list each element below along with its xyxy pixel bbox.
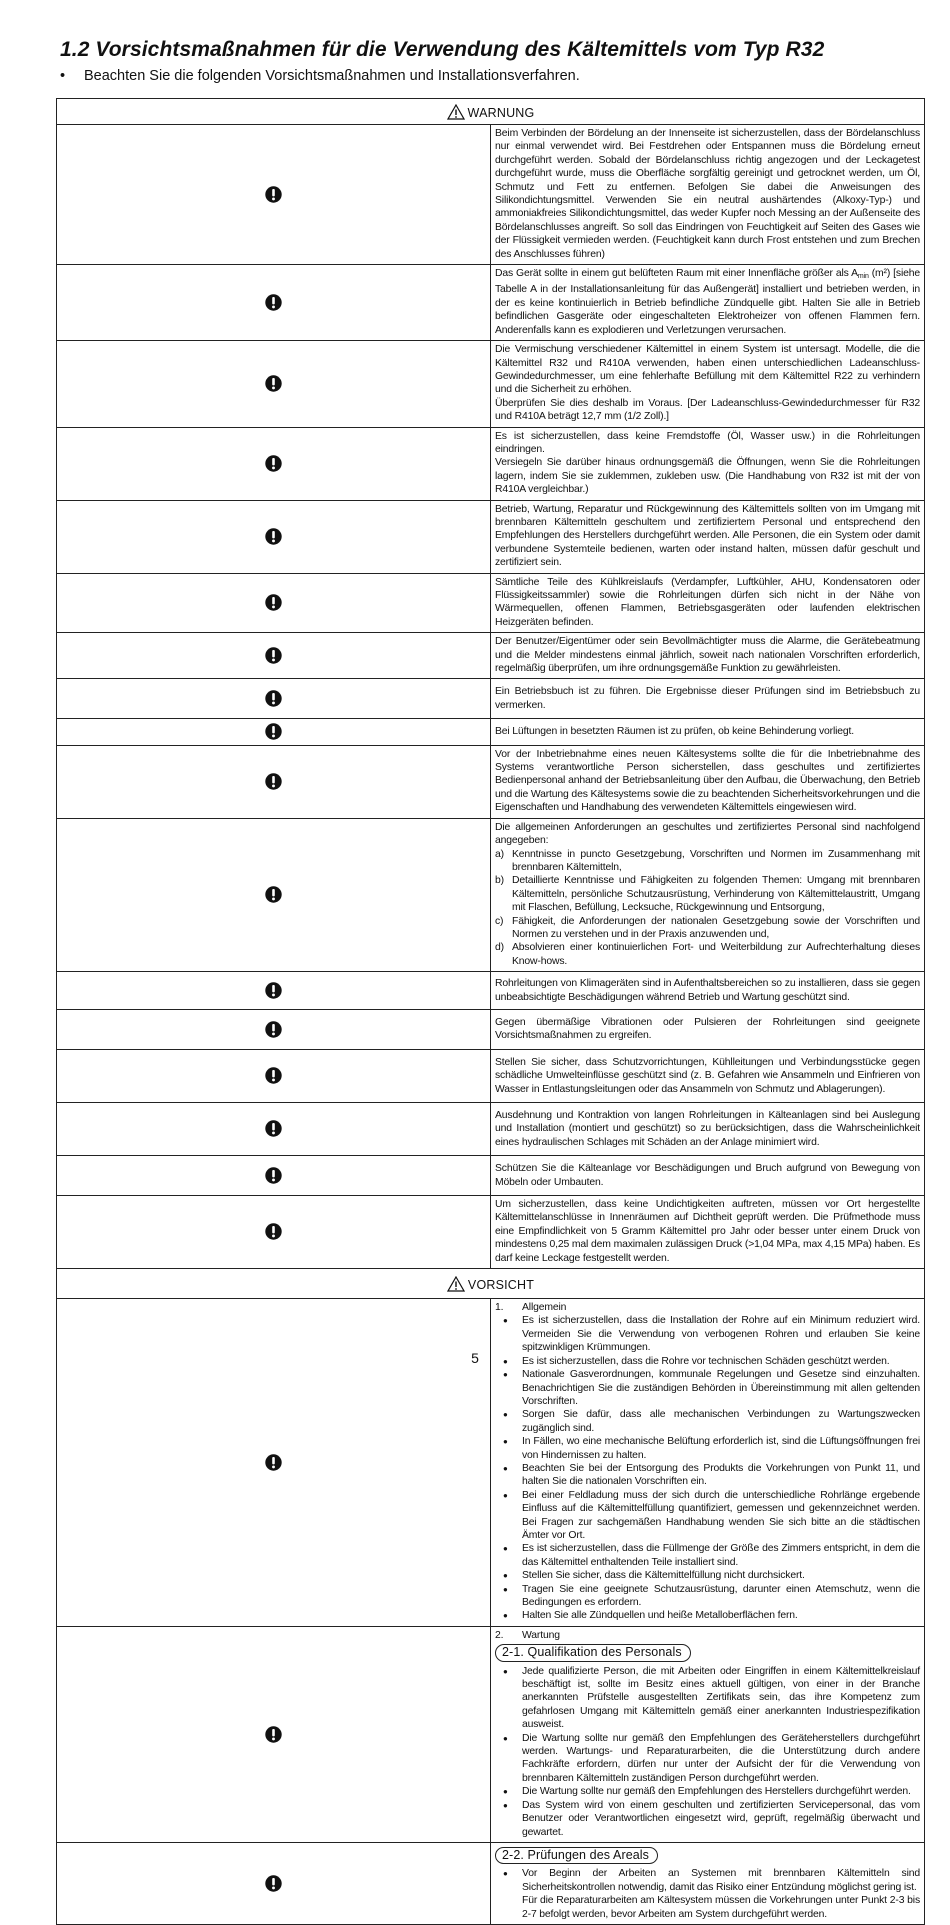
warning-text: Es ist sicherzustellen, dass keine Fremdstoffe (Öl, Wasser usw.) in die Rohrleitungen eindringen. Versiegeln Sie darüber hinaus ordnungsgemäß die Öffnungen, wenn Sie die Rohrleitungen lagern, indem Sie sie zuklemmen, zukleben usw. (Die Handhabung von R32 ist mit der von R410A vergleichbar.) bbox=[491, 427, 925, 500]
warning-icon-cell bbox=[57, 818, 491, 971]
intro-text: Beachten Sie die folgenden Vorsichtsmaßnahmen und Installationsverfahren. bbox=[84, 68, 580, 84]
exclamation-icon bbox=[265, 1223, 282, 1240]
list-item: ● Beachten Sie bei der Entsorgung des Produkts die Vorkehrungen von Punkt 11, und halten Sie die nationalen Vorschriften ein. bbox=[495, 1462, 920, 1489]
warning-icon-cell bbox=[57, 1156, 491, 1196]
exclamation-icon bbox=[265, 982, 282, 999]
requirements-text: Die allgemeinen Anforderungen an geschultes und zertifiziertes Personal sind nachfolgend angegeben: a) Kenntnisse in puncto Gesetzgebung, Vorschriften und Normen im Zusammenhang mit brennbaren Kältemitteln, b) Detaillierte Kenntnisse und Fähigkeiten zu folgenden Themen: Umgang mit brennbaren Kältemitteln, persönliche Schutzausrüstung, Verhinderung von Kältemittelaustritt, Umgang mit Flaschen, Befüllung, Lecksuche, Rückgewinnung und Entsorgung, c) Fähigkeit, die Anforderungen der nationalen Gesetzgebung sowie der Vorschriften und Normen zu verstehen und in der Praxis anzuwenden und, d) Absolvieren einer kontinuierlichen Fort- und Weiterbildung zur Aufrechterhaltung dieses Know-hows. bbox=[491, 818, 925, 971]
caution-maintenance-row bbox=[57, 1626, 925, 1842]
warning-text: Bei Lüftungen in besetzten Räumen ist zu prüfen, ob keine Behinderung vorliegt. bbox=[491, 719, 925, 745]
caution-header bbox=[57, 1269, 925, 1299]
caution-area-row bbox=[57, 1842, 925, 1924]
list-item: ● Halten Sie alle Zündquellen und heiße Metalloberflächen fern. bbox=[495, 1609, 920, 1622]
exclamation-icon bbox=[265, 1167, 282, 1184]
warning-icon-cell bbox=[57, 679, 491, 719]
exclamation-icon bbox=[265, 1875, 282, 1892]
warning-text: Gegen übermäßige Vibrationen oder Pulsieren der Rohrleitungen sind geeignete Vorsichtsmaßnahmen zu ergreifen. bbox=[491, 1009, 925, 1049]
exclamation-icon bbox=[265, 594, 282, 611]
warning-row bbox=[57, 719, 925, 745]
warning-text: Vor der Inbetriebnahme eines neuen Kältesystems sollte die für die Inbetriebnahme des Systems verantwortliche Person sicherstellen, dass geschultes und zertifiziertes Bedienpersonal anhand der Betriebsanleitung über den Aufbau, die Überwachung, den Betrieb und die Wartung des Kältesystems sowie die zu beachtenden Sicherheitsvorkehrungen und die Eigenschaften und Handhabung des verwendeten Kältemittels eingewiesen wird. bbox=[491, 745, 925, 818]
warning-icon-cell bbox=[57, 265, 491, 341]
exclamation-icon bbox=[265, 1454, 282, 1471]
warning-row bbox=[57, 972, 925, 1010]
caution-general-text: 1. Allgemein ● Es ist sicherzustellen, dass die Installation der Rohre auf ein Minimum reduziert wird. Vermeiden Sie die Verwendung von verbogenen Rohren und erlauben Sie keine spitzwinkligen Krümmungen. ● Es ist sicherzustellen, dass die Rohre vor technischen Schäden geschützt werden. ● Nationale Gasverordnungen, kommunale Regelungen und Gesetze sind einzuhalten. Benachrichtigen Sie die zuständigen Behörden in Übereinstimmung mit allen geltenden Vorschriften. ● Sorgen Sie dafür, dass alle mechanischen Verbindungen zu Wartungszwecken zugänglich sind. ● In Fällen, wo eine mechanische Belüftung erforderlich ist, sind die Lüftungsöffnungen frei von Hindernissen zu halten. ● Beachten Sie bei der Entsorgung des Produkts die Vorkehrungen von Punkt 11, und halten Sie die nationalen Vorschriften ein. ● Bei einer Feldladung muss der sich durch die unterschiedliche Rohrlänge ergebende Einfluss auf die Kältemittelfüllung quantifiziert, gemessen und gekennzeichnet werden. Bei Fragen zur sachgemäßen Handhabung wenden Sie sich bitte an die städtischen Ämter vor Ort. ● Es ist sicherzustellen, dass die Füllmenge der Größe des Zimmers entspricht, in dem die das Kältemittel enthaltenden Teile installiert sind. ● Stellen Sie sicher, dass die Kältemittelfüllung nicht durchsickert. ● Tragen Sie eine geeignete Schutzausrüstung, darunter einen Atemschutz, wenn die Bedingungen es erfordern. ● Halten Sie alle Zündquellen und heiße Metalloberflächen fern. bbox=[491, 1299, 925, 1627]
exclamation-icon bbox=[265, 1726, 282, 1743]
warning-row bbox=[57, 341, 925, 427]
warning-row bbox=[57, 1196, 925, 1269]
warning-icon-cell bbox=[57, 633, 491, 679]
exclamation-icon bbox=[265, 1120, 282, 1137]
warning-row bbox=[57, 500, 925, 573]
list-item: ● Die Wartung sollte nur gemäß den Empfehlungen des Geräteherstellers durchgeführt werden. Wartungs- und Reparaturarbeiten, die die Unterstützung durch andere Fachkräfte erfordern, dürfen nur unter der Aufsicht der für die Verwendung von brennbaren Kältemitteln zuständigen Person durchgeführt werden. bbox=[495, 1732, 920, 1786]
exclamation-icon bbox=[265, 690, 282, 707]
warning-text: Ausdehnung und Kontraktion von langen Rohrleitungen in Kälteanlagen sind bei Auslegung und Installation (montiert und geschützt) so zu berücksichtigen, dass die Wahrscheinlichkeit eines hydraulischen Schlages mit Schäden an der Anlage minimiert wird. bbox=[491, 1103, 925, 1156]
warning-text: Schützen Sie die Kälteanlage vor Beschädigungen und Bruch aufgrund von Bewegung von Möbeln oder Umbauten. bbox=[491, 1156, 925, 1196]
caution-maintenance-text: 2. Wartung 2-1. Qualifikation des Personals ● Jede qualifizierte Person, die mit Arbeiten oder Eingriffen in einem Kältemittelkreislauf beschäftigt ist, sollte im Besitz eines aktuell gültigen, von einer in der Branche anerkannten Prüfstelle ausgestellten Zertifikats sein, das ihre Kompetenz zum gefahrlosen Umgang mit Kältemitteln gemäß einer anerkannten Industriespezifikation ausweist. ● Die Wartung sollte nur gemäß den Empfehlungen des Geräteherstellers durchgeführt werden. Wartungs- und Reparaturarbeiten, die die Unterstützung durch andere Fachkräfte erfordern, dürfen nur unter der Aufsicht der für die Verwendung von brennbaren Kältemitteln zuständigen Person durchgeführt werden. ● Die Wartung sollte nur gemäß den Empfehlungen des Herstellers durchgeführt werden. ● Das System wird von einem geschulten und zertifizierten Servicepersonal, das vom Benutzer oder Verantwortlichen eingesetzt wird, geprüft, regelmäßig überwacht und gewartet. bbox=[491, 1626, 925, 1842]
warning-icon-cell bbox=[57, 1103, 491, 1156]
list-item: ● Sorgen Sie dafür, dass alle mechanischen Verbindungen zu Wartungszwecken zugänglich sind. bbox=[495, 1408, 920, 1435]
warning-text: Die Vermischung verschiedener Kältemittel in einem System ist untersagt. Modelle, die die Kältemittel R32 und R410A verwenden, haben einen unterschiedlichen Ladeanschluss-Gewindedurchmesser, um eine fehlerhafte Befüllung mit dem Kältemittel R22 zu verhindern und die Sicherheit zu erhöhen. Überprüfen Sie dies deshalb im Voraus. [Der Ladeanschluss-Gewindedurchmesser für R32 und R410A beträgt 12,7 mm (1/2 Zoll).] bbox=[491, 341, 925, 427]
warning-icon-cell bbox=[57, 341, 491, 427]
caution-triangle-icon bbox=[447, 1276, 465, 1292]
warning-icon-cell bbox=[57, 1049, 491, 1102]
list-item: ● Stellen Sie sicher, dass die Kältemittelfüllung nicht durchsickert. bbox=[495, 1569, 920, 1582]
warning-header bbox=[57, 99, 925, 125]
subsection-label-qualification: 2-1. Qualifikation des Personals bbox=[495, 1644, 691, 1661]
caution-header-row bbox=[57, 1269, 925, 1299]
warning-row bbox=[57, 1103, 925, 1156]
warning-row bbox=[57, 679, 925, 719]
warning-text: Um sicherzustellen, dass keine Undichtigkeiten auftreten, müssen vor Ort hergestellte Kältemittelanschlüsse in Innenräumen auf Dichtheit geprüft werden. Die Prüfmethode muss eine Empfindlichkeit von 5 Gramm Kältemittel pro Jahr oder besser unter einem Druck von mindestens 0,25 mal dem maximalen zulässigen Druck (>1,04 MPa, max 4,15 MPa) haben. Es darf keine Leckage festgestellt werden. bbox=[491, 1196, 925, 1269]
intro-line bbox=[60, 68, 580, 84]
area-note: Für die Reparaturarbeiten am Kältesystem müssen die Vorkehrungen unter Punkt 2-3 bis 2-7 befolgt werden, bevor Arbeiten am System durchgeführt werden. bbox=[522, 1895, 920, 1920]
list-item: ● Das System wird von einem geschulten und zertifizierten Servicepersonal, das vom Benutzer oder Verantwortlichen eingesetzt wird, geprüft, regelmäßig überwacht und gewartet. bbox=[495, 1799, 920, 1839]
exclamation-icon bbox=[265, 723, 282, 740]
list-item: ● Es ist sicherzustellen, dass die Installation der Rohre auf ein Minimum reduziert wird. Vermeiden Sie die Verwendung von verbogenen Rohren und erlauben Sie keine spitzwinkligen Krümmungen. bbox=[495, 1314, 920, 1354]
list-item: ● Bei einer Feldladung muss der sich durch die unterschiedliche Rohrlänge ergebende Einfluss auf die Kältemittelfüllung quantifiziert, gemessen und gekennzeichnet werden. Bei Fragen zur sachgemäßen Handhabung wenden Sie sich bitte an die städtischen Ämter vor Ort. bbox=[495, 1489, 920, 1543]
warning-text: Sämtliche Teile des Kühlkreislaufs (Verdampfer, Luftkühler, AHU, Kondensatoren oder Flüssigkeitssammler) sowie die Rohrleitungen dürfen sich nicht in der Nähe von Wärmequellen, offenen Flammen, Betriebsgasgeräten oder laufenden elektrischen Heizgeräten befinden. bbox=[491, 573, 925, 633]
exclamation-icon bbox=[265, 647, 282, 664]
exclamation-icon bbox=[265, 186, 282, 203]
exclamation-icon bbox=[265, 528, 282, 545]
list-item: ● Vor Beginn der Arbeiten an Systemen mit brennbaren Kältemitteln sind Sicherheitskontrollen notwendig, damit das Risiko einer Entzündung möglichst gering ist. bbox=[495, 1867, 920, 1894]
exclamation-icon bbox=[265, 1067, 282, 1084]
caution-icon-cell bbox=[57, 1299, 491, 1627]
warning-text: Rohrleitungen von Klimageräten sind in Aufenthaltsbereichen so zu installieren, dass sie gegen unbeabsichtigte Beschädigungen während Betrieb und Wartung geschützt sind. bbox=[491, 972, 925, 1010]
warning-row bbox=[57, 633, 925, 679]
warning-row bbox=[57, 1156, 925, 1196]
intro-bullet: • bbox=[60, 68, 66, 84]
warning-row bbox=[57, 745, 925, 818]
warning-icon-cell bbox=[57, 1196, 491, 1269]
exclamation-icon bbox=[265, 773, 282, 790]
exclamation-icon bbox=[265, 375, 282, 392]
warning-row bbox=[57, 1009, 925, 1049]
warning-text: Beim Verbinden der Bördelung an der Innenseite ist sicherzustellen, dass der Bördelanschluss nur einmal verwendet wird. Bei Festdrehen oder Entspannen muss die Bördelung erneut durchgeführt werden. Sobald der Bördelanschluss richtig angezogen und der Leckagetest durchgeführt wurde, muss die Oberfläche sorgfältig gereinigt und getrocknet werden, um Öl, Schmutz und Fett zu entfernen. Befolgen Sie dabei die Anweisungen des Silikondichtungsmittel. Verwenden Sie ein neutral aushärtendes (Alkoxy-Typ-) und ammoniakfreies Silikondichtungsmittel, das weder Kupfer noch Messing an der Außenseite des Bördelanschlusses angreift. So soll das Eindringen von Feuchtigkeit auf Seiten des Gases wie der Flüssigkeit vermieden werden. (Feuchtigkeit kann durch Frost entstehen und zum Brechen des Anschlusses führen) bbox=[491, 125, 925, 265]
list-item: ● Es ist sicherzustellen, dass die Füllmenge der Größe des Zimmers entspricht, in dem die das Kältemittel enthaltenden Teile installiert sind. bbox=[495, 1542, 920, 1569]
exclamation-icon bbox=[265, 1021, 282, 1038]
warning-row bbox=[57, 1049, 925, 1102]
exclamation-icon bbox=[265, 886, 282, 903]
warning-row bbox=[57, 265, 925, 341]
page-number: 5 bbox=[471, 1350, 479, 1366]
list-item: ● Jede qualifizierte Person, die mit Arbeiten oder Eingriffen in einem Kältemittelkreislauf beschäftigt ist, sollte im Besitz eines aktuell gültigen, von einer in der Branche anerkannten Prüfstelle ausgestellten Zertifikats sein, das ihre Kompetenz zum gefahrlosen Umgang mit Kältemitteln gemäß einer anerkannten Industriespezifikation ausweist. bbox=[495, 1665, 920, 1732]
warning-row bbox=[57, 125, 925, 265]
list-item: ● In Fällen, wo eine mechanische Belüftung erforderlich ist, sind die Lüftungsöffnungen frei von Hindernissen zu halten. bbox=[495, 1435, 920, 1462]
warning-row bbox=[57, 573, 925, 633]
list-item: ● Tragen Sie eine geeignete Schutzausrüstung, darunter einen Atemschutz, wenn die Bedingungen es erfordern. bbox=[495, 1583, 920, 1610]
requirements-row bbox=[57, 818, 925, 971]
warning-icon-cell bbox=[57, 500, 491, 573]
warning-header-row bbox=[57, 99, 925, 125]
list-item: ● Nationale Gasverordnungen, kommunale Regelungen und Gesetze sind einzuhalten. Benachrichtigen Sie die zuständigen Behörden in Übereinstimmung mit allen geltenden Vorschriften. bbox=[495, 1368, 920, 1408]
warning-text: Das Gerät sollte in einem gut belüfteten Raum mit einer Innenfläche größer als $A_{min}$ (m²) [siehe Tabelle A in der Installationsanleitung für das Außengerät] installiert und betrieben werden, in der es keine kontinuierlich in Betrieb befindliche Zündquelle gibt. Halten Sie alle in Betrieb befindlichen Gasgeräte oder eingeschalteten Elektroheizer von offenen Flammen fern. Anderenfalls kann es explodieren und Verletzungen verursachen. bbox=[491, 265, 925, 341]
list-item: ● Es ist sicherzustellen, dass die Rohre vor technischen Schäden geschützt werden. bbox=[495, 1355, 920, 1368]
warning-icon-cell bbox=[57, 573, 491, 633]
caution-general-row bbox=[57, 1299, 925, 1627]
warning-text: Betrieb, Wartung, Reparatur und Rückgewinnung des Kältemittels sollten von im Umgang mit brennbaren Kältemitteln geschultem und zertifiziertem Personal und entsprechend den Empfehlungen des Herstellers durchgeführt werden. Alle Personen, die ein System oder damit verbundene Systemteile bedienen, warten oder instand halten, müssen dafür geschult und zertifiziert sein. bbox=[491, 500, 925, 573]
exclamation-icon bbox=[265, 294, 282, 311]
warning-text: Stellen Sie sicher, dass Schutzvorrichtungen, Kühlleitungen und Verbindungsstücke gegen schädliche Umwelteinflüsse geschützt sind (z. B. Gefahren wie Ansammeln und Einfrieren von Wasser in Entlastungsleitungen oder das Ansammeln von Schmutz und Ablagerungen). bbox=[491, 1049, 925, 1102]
warning-icon-cell bbox=[57, 745, 491, 818]
warning-icon-cell bbox=[57, 427, 491, 500]
warning-icon-cell bbox=[57, 719, 491, 745]
warning-triangle-icon bbox=[447, 104, 465, 120]
warning-icon-cell bbox=[57, 125, 491, 265]
caution-icon-cell bbox=[57, 1626, 491, 1842]
warning-text: Der Benutzer/Eigentümer oder sein Bevollmächtigter muss die Alarme, die Gerätebeatmung und die Melder mindestens einmal jährlich, soweit nach nationalen Vorschriften erforderlich, regelmäßig überprüfen, um ihre ordnungsgemäße Funktion zu gewährleisten. bbox=[491, 633, 925, 679]
exclamation-icon bbox=[265, 455, 282, 472]
section-title: 1.2 Vorsichtsmaßnahmen für die Verwendung des Kältemittels vom Typ R32 bbox=[60, 38, 825, 61]
warning-text: Ein Betriebsbuch ist zu führen. Die Ergebnisse dieser Prüfungen sind im Betriebsbuch zu vermerken. bbox=[491, 679, 925, 719]
warning-icon-cell bbox=[57, 972, 491, 1010]
warning-icon-cell bbox=[57, 1009, 491, 1049]
caution-area-text bbox=[491, 1842, 925, 1924]
list-item: ● Die Wartung sollte nur gemäß den Empfehlungen des Herstellers durchgeführt werden. bbox=[495, 1785, 920, 1798]
warning-header-label: WARNUNG bbox=[467, 106, 535, 120]
caution-icon-cell bbox=[57, 1842, 491, 1924]
precautions-table bbox=[56, 98, 925, 1925]
warning-row bbox=[57, 427, 925, 500]
subsection-label-area-checks: 2-2. Prüfungen des Areals bbox=[495, 1847, 658, 1864]
caution-header-label: VORSICHT bbox=[467, 1278, 535, 1293]
